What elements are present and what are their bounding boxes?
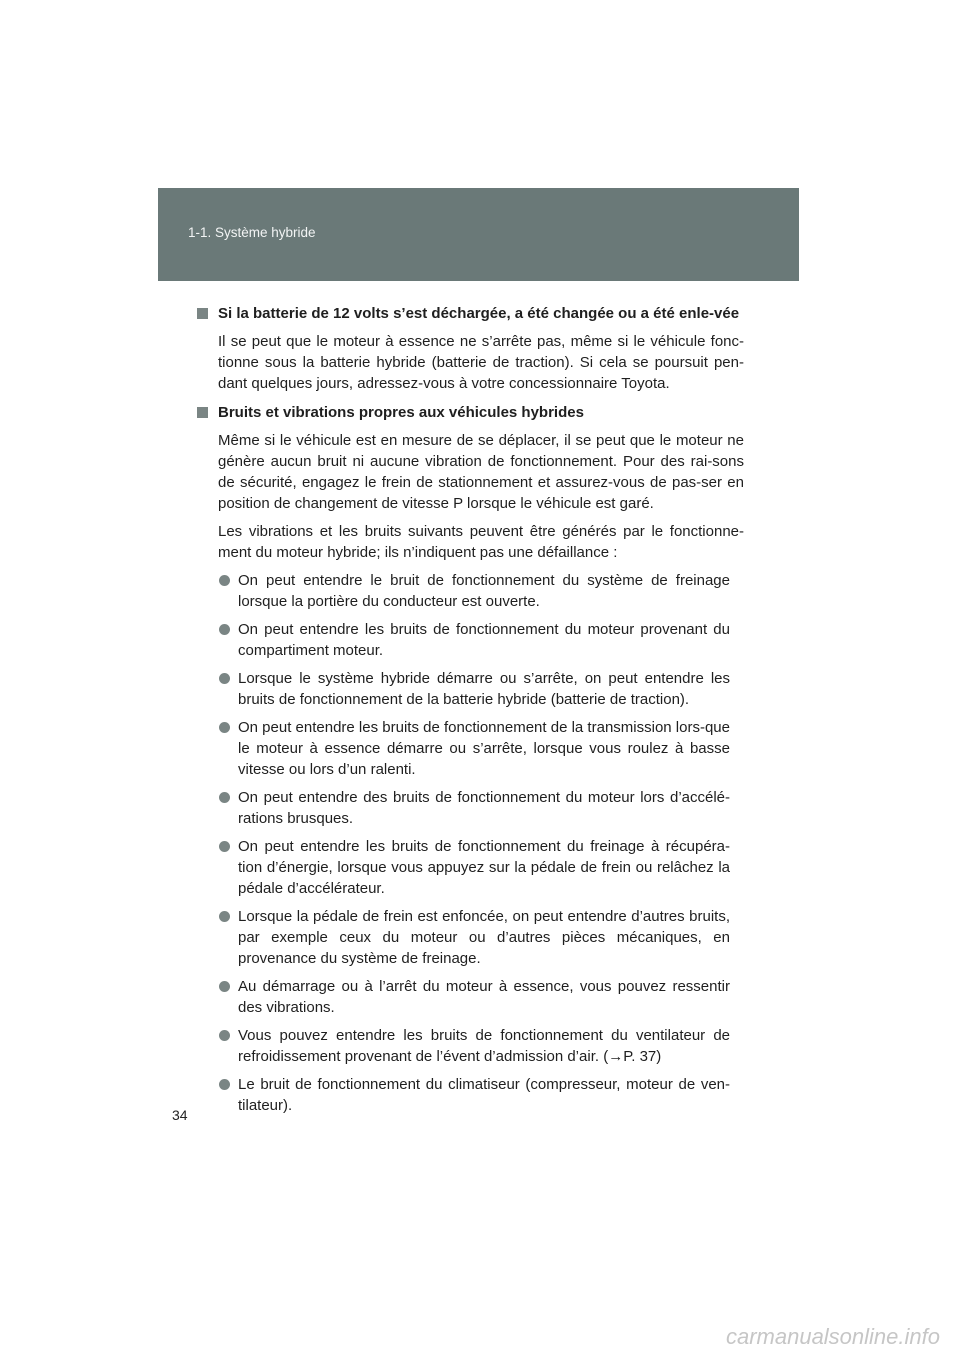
list-item-text: On peut entendre des bruits de fonctionnement du moteur lors d’accélé-rations brusques. bbox=[238, 789, 730, 827]
section-heading-text: Si la batterie de 12 volts s’est déchargée, a été changée ou a été enle-vée bbox=[218, 305, 740, 322]
section-heading bbox=[196, 402, 744, 423]
paragraph: Les vibrations et les bruits suivants peuvent être générés par le fonctionne-ment du moteur hybride; ils n’indiquent pas une défaillance : bbox=[218, 523, 744, 561]
list-item-text: Au démarrage ou à l’arrêt du moteur à essence, vous pouvez ressentir des vibrations. bbox=[238, 978, 730, 1016]
round-bullet-icon bbox=[219, 1079, 230, 1090]
list-item bbox=[196, 1025, 744, 1067]
list-item bbox=[196, 906, 744, 969]
page-content bbox=[196, 303, 744, 1124]
watermark: carmanualsonline.info bbox=[725, 1324, 940, 1349]
list-item-text: On peut entendre les bruits de fonctionnement de la transmission lors-que le moteur à essence démarre ou s’arrête, lorsque vous roulez à basse vitesse ou lors d’un ralenti. bbox=[238, 719, 730, 778]
round-bullet-icon bbox=[219, 575, 230, 586]
list-item bbox=[196, 668, 744, 710]
list-item-text: Vous pouvez entendre les bruits de fonctionnement du ventilateur de refroidissement provenant de l’évent d’admission d’air. (→P. 37) bbox=[238, 1027, 730, 1065]
list-item bbox=[196, 570, 744, 612]
list-item bbox=[196, 717, 744, 780]
list-item-text: On peut entendre les bruits de fonctionnement du freinage à récupéra-tion d’énergie, lorsque vous appuyez sur la pédale de frein ou relâchez la pédale d’accélérateur. bbox=[238, 838, 730, 897]
list-item-text: On peut entendre les bruits de fonctionnement du moteur provenant du compartiment moteur. bbox=[238, 621, 730, 659]
round-bullet-icon bbox=[219, 841, 230, 852]
section-heading-text: Bruits et vibrations propres aux véhicules hybrides bbox=[218, 404, 584, 421]
bullet-list bbox=[196, 570, 744, 1116]
round-bullet-icon bbox=[219, 981, 230, 992]
round-bullet-icon bbox=[219, 911, 230, 922]
list-item bbox=[196, 976, 744, 1018]
square-bullet-icon bbox=[197, 308, 208, 319]
round-bullet-icon bbox=[219, 673, 230, 684]
section-battery bbox=[196, 303, 744, 394]
list-item-text: Lorsque le système hybride démarre ou s’arrête, on peut entendre les bruits de fonctionnement de la batterie hybride (batterie de traction). bbox=[238, 670, 730, 708]
section-noise-vibrations bbox=[196, 402, 744, 1116]
list-item bbox=[196, 619, 744, 661]
chapter-title: 1-1. Système hybride bbox=[188, 225, 316, 240]
round-bullet-icon bbox=[219, 624, 230, 635]
list-item-text: Lorsque la pédale de frein est enfoncée, on peut entendre d’autres bruits, par exemple ceux du moteur ou d’autres pièces mécaniques, en provenance du système de freinage. bbox=[238, 908, 730, 967]
list-item bbox=[196, 836, 744, 899]
chapter-header bbox=[158, 188, 799, 281]
section-heading bbox=[196, 303, 744, 324]
list-item-text: On peut entendre le bruit de fonctionnement du système de freinage lorsque la portière du conducteur est ouverte. bbox=[238, 572, 730, 610]
list-item bbox=[196, 787, 744, 829]
round-bullet-icon bbox=[219, 792, 230, 803]
list-item-text: Le bruit de fonctionnement du climatiseur (compresseur, moteur de ven-tilateur). bbox=[238, 1076, 730, 1114]
paragraph: Il se peut que le moteur à essence ne s’arrête pas, même si le véhicule fonc-tionne sous la batterie hybride (batterie de traction). Si cela se poursuit pen-dant quelques jours, adressez-vous à votre concessionnaire Toyota. bbox=[218, 333, 744, 392]
page-number: 34 bbox=[172, 1107, 188, 1123]
list-item bbox=[196, 1074, 744, 1116]
paragraph: Même si le véhicule est en mesure de se déplacer, il se peut que le moteur ne génère aucun bruit ni aucune vibration de fonctionnement. Pour des rai-sons de sécurité, engagez le frein de stationnement et assurez-vous de pas-ser en position de changement de vitesse P lorsque le véhicule est garé. bbox=[218, 432, 744, 512]
round-bullet-icon bbox=[219, 722, 230, 733]
round-bullet-icon bbox=[219, 1030, 230, 1041]
square-bullet-icon bbox=[197, 407, 208, 418]
